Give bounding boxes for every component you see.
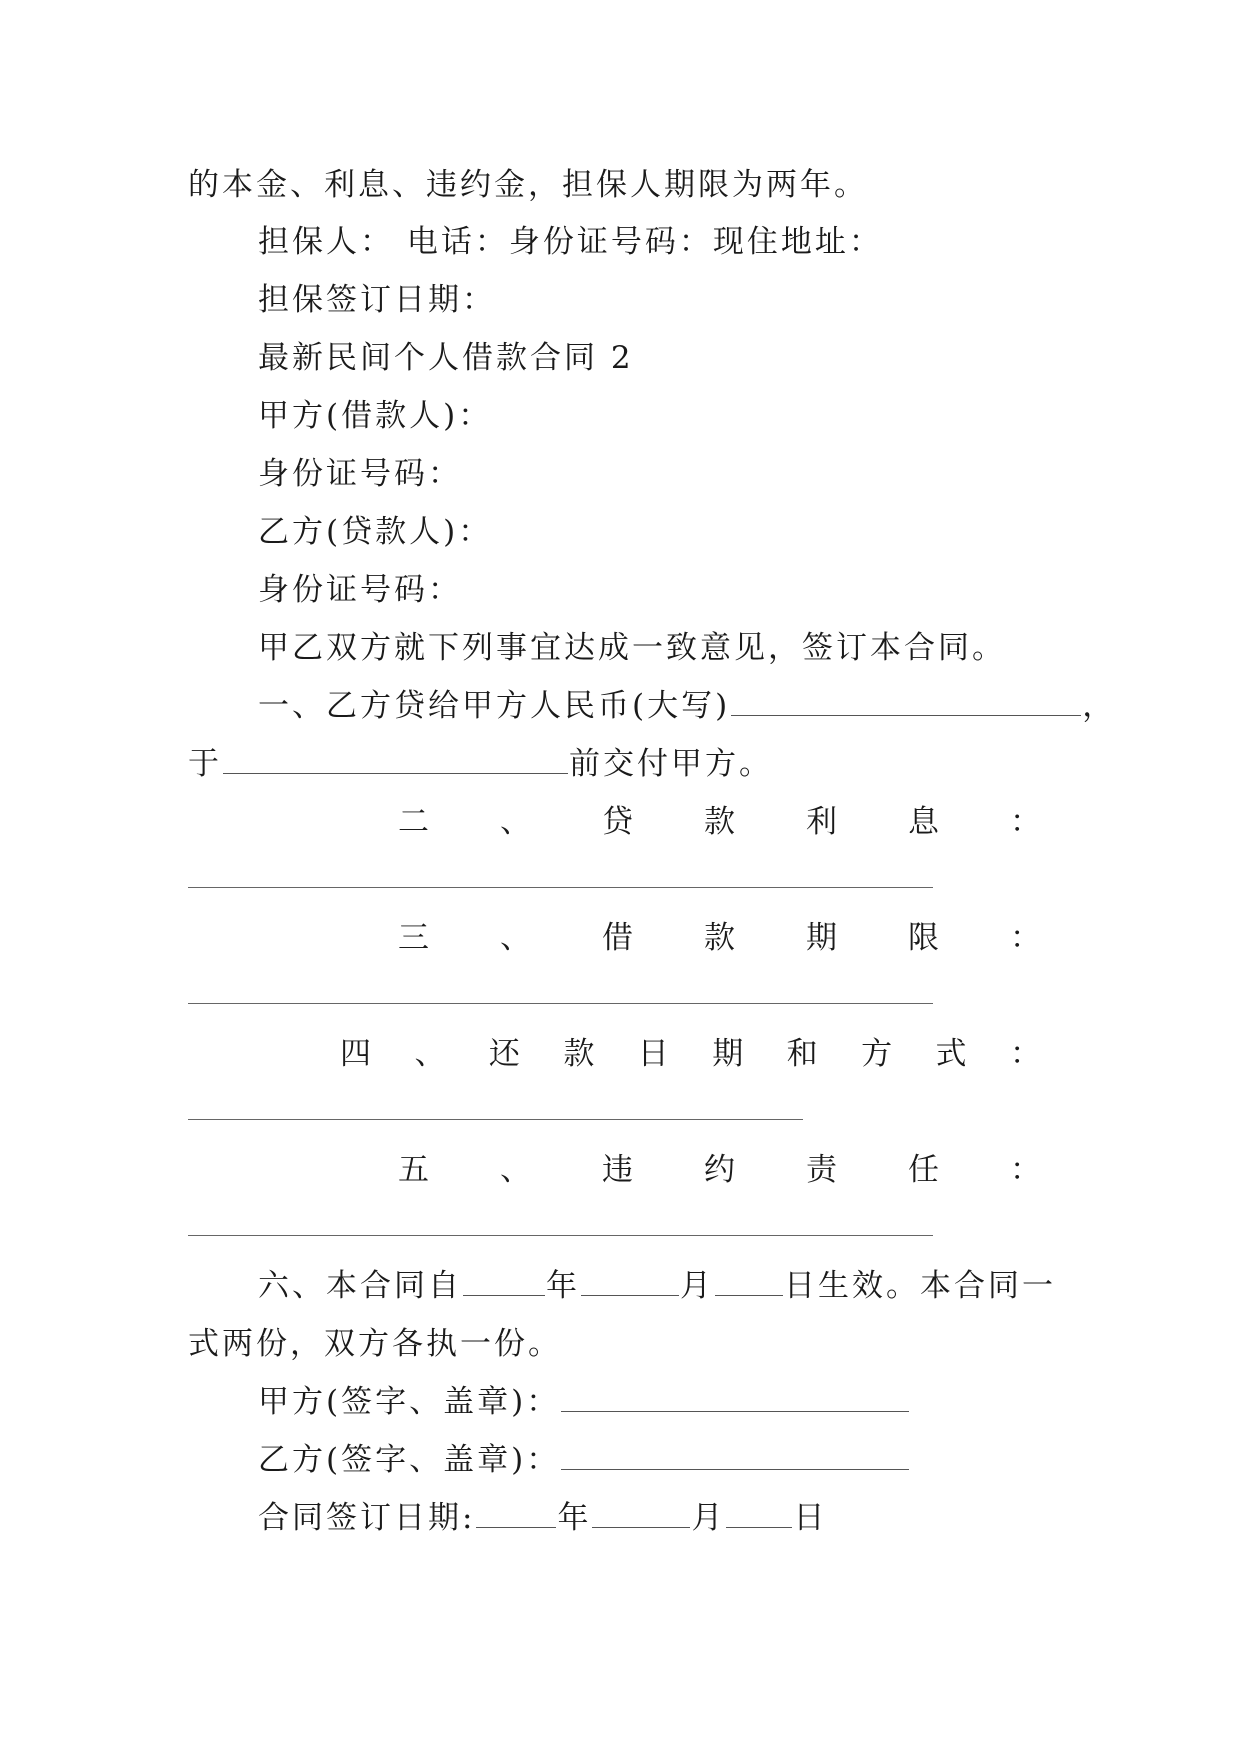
s5-char: 违	[602, 1152, 633, 1188]
party-a-signature-label: 甲方(签字、盖章)：	[258, 1384, 561, 1420]
s2-char: 二	[398, 804, 429, 840]
signing-month: 月	[691, 1500, 726, 1536]
clause-2-heading	[398, 802, 1041, 842]
s5-char: ：	[1010, 1152, 1041, 1188]
s3-char: 限	[908, 920, 939, 956]
s3-char: 、	[500, 920, 531, 956]
s2-char: 贷	[602, 804, 633, 840]
s4-char: 式	[935, 1036, 967, 1072]
text-line-guarantor-info: 担保人： 电话：身份证号码：现住地址：	[258, 224, 883, 260]
signing-month-blank	[592, 1501, 690, 1528]
party-a-signature-blank	[561, 1385, 909, 1412]
signing-year-blank	[476, 1501, 556, 1528]
s2-char: 息	[908, 804, 939, 840]
s2-char: 、	[500, 804, 531, 840]
s2-char: 利	[806, 804, 837, 840]
text-line-guarantee-date: 担保签订日期：	[258, 282, 496, 318]
clause-1-date-suffix: 前交付甲方。	[569, 746, 773, 782]
s2-char: 款	[704, 804, 735, 840]
s4-char: 款	[563, 1036, 595, 1072]
s4-char: 还	[488, 1036, 520, 1072]
s4-char: 四	[340, 1036, 371, 1072]
text-line-party-a: 甲方(借款人)：	[258, 398, 493, 434]
clause-1-line	[258, 686, 1116, 726]
clause-4-rule	[188, 1119, 803, 1120]
clause-6-text-a: 六、本合同自	[258, 1268, 462, 1304]
clause-6-month: 月	[680, 1268, 714, 1304]
clause-1-comma: ，	[1082, 688, 1117, 724]
s4-char: 、	[414, 1036, 446, 1072]
clause-3-rule	[188, 1003, 933, 1004]
clause-6-year: 年	[546, 1268, 580, 1304]
clause-4-heading	[340, 1034, 1041, 1074]
text-line-agreement: 甲乙双方就下列事宜达成一致意见，签订本合同。	[258, 630, 1006, 666]
clause-3-heading	[398, 918, 1041, 958]
s5-char: 、	[500, 1152, 531, 1188]
text-line-contract-title: 最新民间个人借款合同 2	[258, 340, 634, 376]
s3-char: 款	[704, 920, 735, 956]
clause-1-text: 一、乙方贷给甲方人民币(大写)	[258, 688, 731, 724]
s3-char: 借	[602, 920, 633, 956]
clause-5-rule	[188, 1235, 933, 1236]
signing-day-blank	[726, 1501, 792, 1528]
party-b-signature-line	[258, 1440, 910, 1480]
s2-char: ：	[1010, 804, 1041, 840]
effective-month-blank	[581, 1269, 679, 1296]
effective-year-blank	[463, 1269, 545, 1296]
s4-char: 期	[712, 1036, 744, 1072]
s5-char: 五	[398, 1152, 429, 1188]
signing-date-label: 合同签订日期:	[258, 1500, 476, 1536]
s4-char: 和	[786, 1036, 818, 1072]
clause-1-line-2	[188, 744, 773, 784]
text-line-party-b-id: 身份证号码：	[258, 572, 462, 608]
text-line-party-b: 乙方(贷款人)：	[258, 514, 493, 550]
party-b-signature-label: 乙方(签字、盖章)：	[258, 1442, 561, 1478]
s5-char: 任	[908, 1152, 939, 1188]
delivery-date-blank	[223, 747, 568, 774]
s5-char: 责	[806, 1152, 837, 1188]
s4-char: ：	[1009, 1036, 1041, 1072]
amount-blank	[731, 689, 1081, 716]
s3-char: ：	[1010, 920, 1041, 956]
party-b-signature-blank	[561, 1443, 909, 1470]
effective-day-blank	[715, 1269, 783, 1296]
s3-char: 三	[398, 920, 429, 956]
clause-2-rule	[188, 887, 933, 888]
signing-year: 年	[557, 1500, 592, 1536]
text-line-copies: 式两份，双方各执一份。	[188, 1326, 562, 1362]
clause-6-text-d: 日生效。本合同一	[784, 1268, 1056, 1304]
party-a-signature-line	[258, 1382, 910, 1422]
clause-1-date-prefix: 于	[188, 746, 222, 782]
s3-char: 期	[806, 920, 837, 956]
s5-char: 约	[704, 1152, 735, 1188]
s4-char: 日	[637, 1036, 669, 1072]
signing-day: 日	[793, 1500, 828, 1536]
s4-char: 方	[861, 1036, 893, 1072]
text-line-guarantee-terms: 的本金、利息、违约金，担保人期限为两年。	[188, 167, 868, 203]
signing-date-line	[258, 1498, 827, 1538]
clause-5-heading	[398, 1150, 1041, 1190]
clause-6-line	[258, 1266, 1056, 1306]
text-line-party-a-id: 身份证号码：	[258, 456, 462, 492]
